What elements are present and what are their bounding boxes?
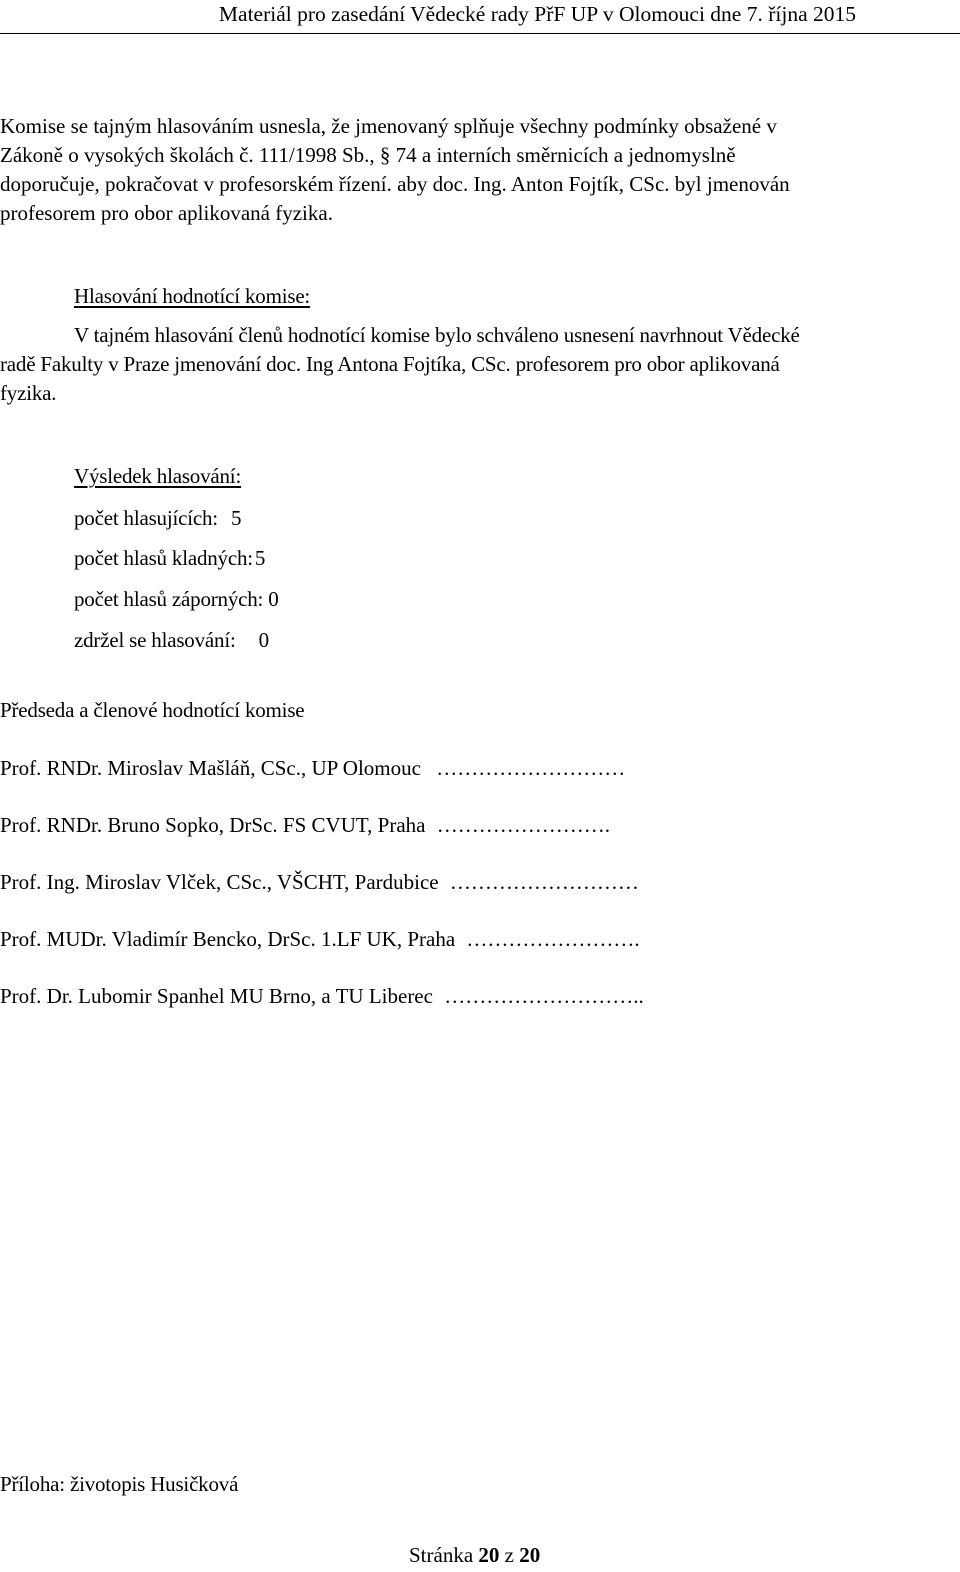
member-name: Prof. Ing. Miroslav Vlček, CSc., VŠCHT, Pardubice [0, 870, 439, 894]
result-voters [74, 506, 241, 531]
result-yes-label: počet hlasů kladných: [74, 546, 253, 570]
voting-line: V tajném hlasování členů hodnotící komise bylo schváleno usnesení navrhnout Vědecké [74, 323, 800, 347]
committee-member [0, 927, 640, 952]
committee-member [0, 984, 644, 1009]
signature-dots: ……………………. [436, 813, 610, 837]
result-abstain-label: zdržel se hlasování: [74, 628, 236, 652]
attachment-note: Příloha: životopis Husičková [0, 1472, 239, 1496]
member-name: Prof. Dr. Lubomir Spanhel MU Brno, a TU Liberec [0, 984, 433, 1008]
signature-dots: ……………………. [466, 927, 640, 951]
result-voters-value: 5 [231, 506, 242, 530]
result-abstain-value: 0 [258, 628, 269, 652]
result-voters-label: počet hlasujících: [74, 506, 218, 530]
footer-middle: z [504, 1543, 514, 1567]
signature-dots: ……………………… [436, 756, 626, 780]
intro-line: Komise se tajným hlasováním usnesla, že jmenovaný splňuje všechny podmínky obsažené v [0, 114, 777, 138]
result-no-value: 0 [268, 587, 279, 611]
intro-paragraph [0, 112, 790, 228]
member-name: Prof. RNDr. Miroslav Mašláň, CSc., UP Olomouc [0, 756, 421, 780]
voting-line: fyzika. [0, 381, 57, 405]
intro-line: profesorem pro obor aplikovaná fyzika. [0, 201, 333, 225]
page-header: Materiál pro zasedání Vědecké rady PřF UP v Olomouci dne 7. října 2015 [218, 2, 856, 26]
committee-member [0, 813, 610, 838]
committee-heading: Předseda a členové hodnotící komise [0, 698, 305, 722]
intro-line: Zákoně o vysokých školách č. 111/1998 Sb., § 74 a interních směrnicích a jednomyslně [0, 143, 736, 167]
result-yes [74, 546, 265, 571]
member-name: Prof. MUDr. Vladimír Bencko, DrSc. 1.LF UK, Praha [0, 927, 456, 951]
footer-page-total: 20 [519, 1543, 541, 1567]
voting-heading: Hlasování hodnotící komise: [74, 284, 311, 308]
header-rule [0, 33, 960, 34]
intro-line: doporučuje, pokračovat v profesorském řízení. aby doc. Ing. Anton Fojtík, CSc. byl jmenován [0, 172, 790, 196]
result-abstain [74, 628, 269, 653]
signature-dots: ……………………… [449, 870, 639, 894]
signature-dots: ……………………….. [444, 984, 644, 1008]
committee-member [0, 756, 625, 781]
committee-member [0, 870, 639, 895]
result-no-label: počet hlasů záporných: [74, 587, 264, 611]
footer-page-number: 20 [478, 1543, 500, 1567]
result-heading: Výsledek hlasování: [74, 464, 242, 488]
result-no [74, 587, 279, 612]
member-name: Prof. RNDr. Bruno Sopko, DrSc. FS CVUT, Praha [0, 813, 426, 837]
result-yes-value: 5 [254, 546, 266, 570]
footer-prefix: Stránka [409, 1543, 474, 1567]
voting-line: radě Fakulty v Praze jmenování doc. Ing Antona Fojtíka, CSc. profesorem pro obor aplikovaná [0, 352, 780, 376]
page-footer [409, 1543, 540, 1568]
